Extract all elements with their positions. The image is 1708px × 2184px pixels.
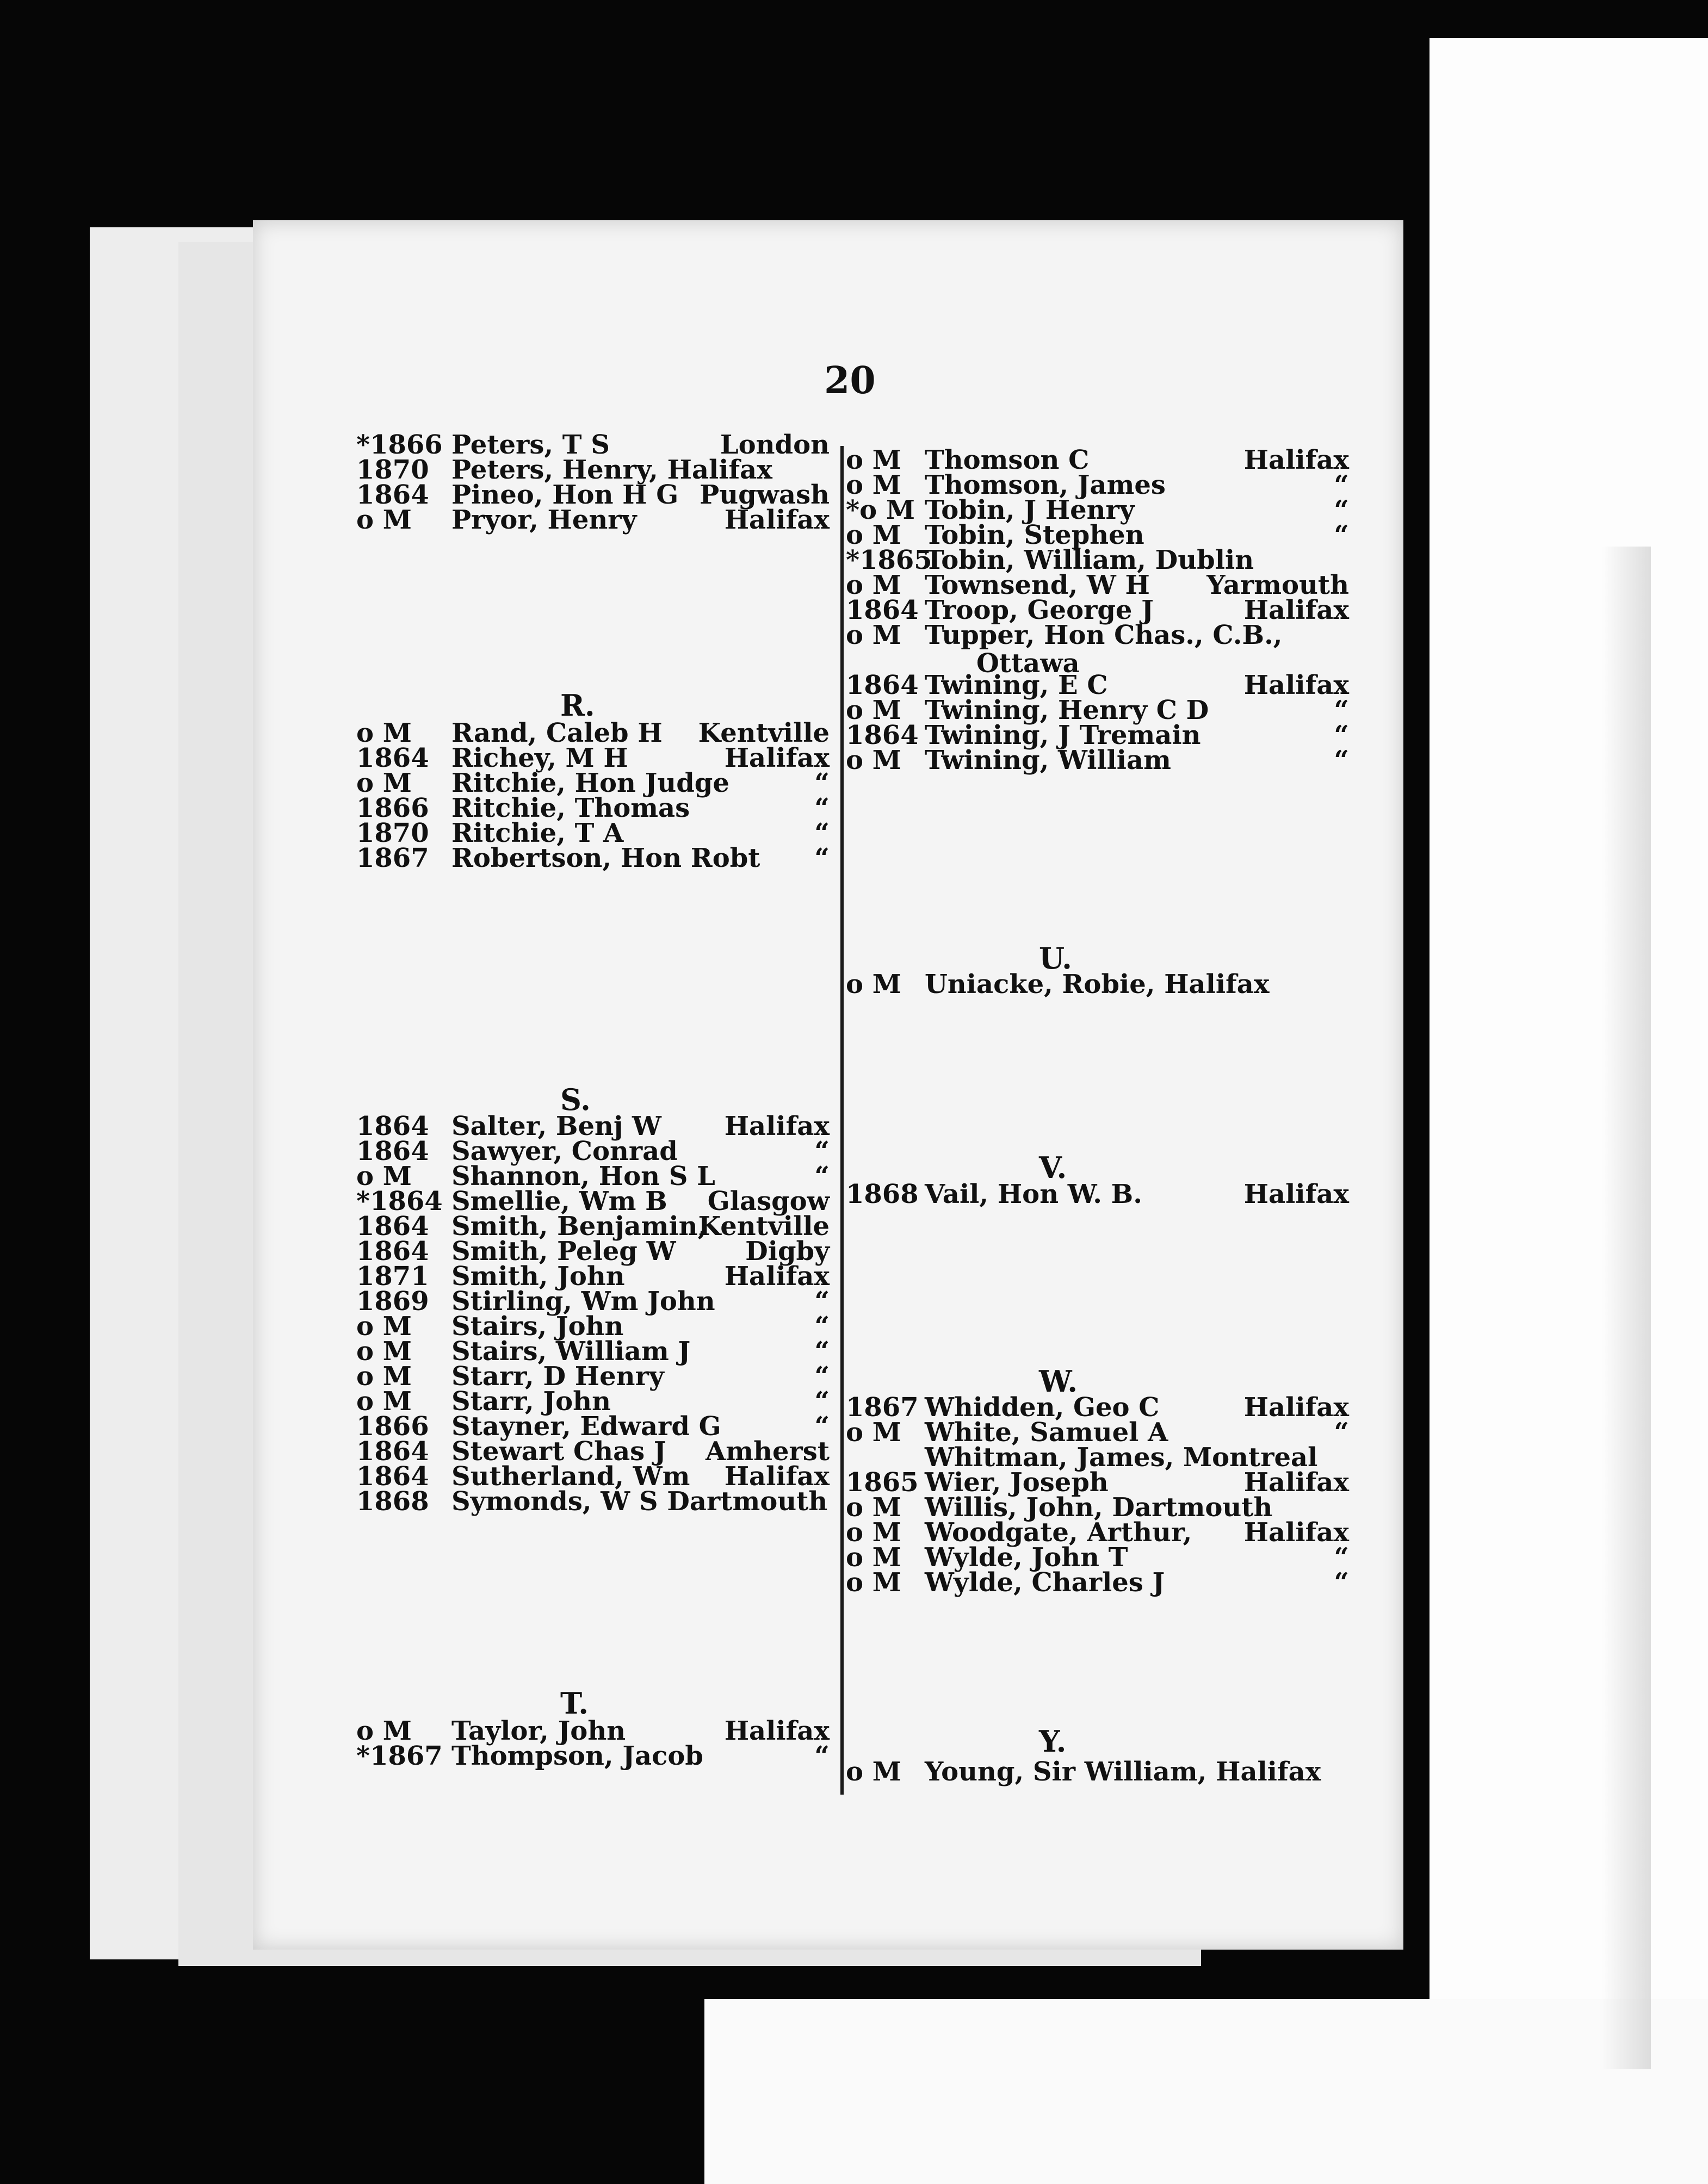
entry-name: Twining, J Tremain: [925, 720, 1201, 750]
entry-name: Peters, T S: [451, 430, 610, 460]
entry-place: “: [1334, 695, 1349, 725]
entry-year: o M: [846, 1567, 901, 1598]
entry-place: Halifax: [724, 1461, 830, 1492]
entry-year: 1864: [846, 720, 919, 750]
entry-name: Vail, Hon W. B.: [925, 1179, 1142, 1209]
entry-name: Thomson C: [925, 445, 1090, 475]
entry-name: Smellie, Wm B: [451, 1186, 667, 1217]
entry-name: Rand, Caleb H: [451, 718, 663, 748]
entry-year: o M: [846, 470, 901, 500]
entry-name: Twining, William: [925, 745, 1171, 775]
entry-year: *o M: [846, 495, 915, 525]
entry-name: Young, Sir William, Halifax: [925, 1757, 1321, 1787]
entry-place: Digby: [745, 1236, 830, 1267]
entry-name: Wylde, John T: [925, 1542, 1128, 1573]
page-edge-shadow: [1602, 547, 1651, 2069]
section-letter: T.: [560, 1686, 589, 1721]
entry-year: o M: [846, 1542, 901, 1573]
section-letter: Y.: [1039, 1724, 1067, 1759]
entry-year: o M: [846, 969, 901, 1000]
entry-year: 1866: [356, 1411, 429, 1442]
entry-name: Wier, Joseph: [925, 1467, 1109, 1498]
column-divider: [840, 446, 844, 1795]
entry-name: Whitman, James, Montreal: [925, 1442, 1318, 1473]
entry-name: Pineo, Hon H G: [451, 480, 679, 510]
entry-name: Ritchie, Hon Judge: [451, 768, 729, 798]
entry-year: 1865: [846, 1467, 919, 1498]
entry-name: Salter, Benj W: [451, 1111, 661, 1141]
entry-place: Halifax: [1243, 445, 1349, 475]
entry-year: o M: [356, 768, 412, 798]
entry-place: Amherst: [706, 1436, 830, 1467]
backing-sheet-right: [1429, 38, 1708, 2184]
entry-name: Peters, Henry, Halifax: [451, 455, 772, 485]
entry-name: Smith, Peleg W: [451, 1236, 676, 1267]
entry-name: Stayner, Edward G: [451, 1411, 721, 1442]
section-letter: R.: [560, 688, 595, 723]
entry-year: o M: [846, 1492, 901, 1523]
entry-place: “: [1334, 1542, 1349, 1573]
entry-year: *1866: [356, 430, 443, 460]
entry-place: Halifax: [1243, 670, 1349, 700]
entry-name: Sutherland, Wm: [451, 1461, 690, 1492]
entry-name: Uniacke, Robie, Halifax: [925, 969, 1270, 1000]
entry-name: Twining, Henry C D: [925, 695, 1209, 725]
backing-sheet-bottom: [704, 1999, 1708, 2184]
entry-year: o M: [846, 1517, 901, 1548]
entry-year: 1864: [356, 1461, 429, 1492]
entry-place: “: [814, 1286, 830, 1317]
entry-year: o M: [846, 745, 901, 775]
entry-name: Pryor, Henry: [451, 505, 637, 535]
entry-year: 1867: [356, 843, 429, 873]
entry-year: 1864: [356, 1436, 429, 1467]
entry-year: 1870: [356, 455, 429, 485]
entry-place: “: [814, 793, 830, 823]
entry-place: Pugwash: [700, 480, 830, 510]
entry-year: o M: [356, 718, 412, 748]
entry-year: o M: [846, 1757, 901, 1787]
entry-year: 1870: [356, 818, 429, 848]
entry-place: “: [814, 1741, 830, 1771]
entry-place: Halifax: [1243, 1392, 1349, 1423]
entry-name: Ritchie, Thomas: [451, 793, 690, 823]
entry-name: Tobin, J Henry: [925, 495, 1135, 525]
entry-place: “: [814, 1411, 830, 1442]
entry-year: o M: [356, 1386, 412, 1417]
entry-place: Halifax: [724, 1261, 830, 1292]
entry-name: Tupper, Hon Chas., C.B.,: [925, 620, 1283, 650]
entry-place: Halifax: [1243, 595, 1349, 625]
entry-name: Starr, John: [451, 1386, 611, 1417]
entry-place: “: [1334, 1417, 1349, 1448]
entry-name: Smith, John: [451, 1261, 625, 1292]
entry-name: Stewart Chas J: [451, 1436, 666, 1467]
entry-year: 1869: [356, 1286, 429, 1317]
entry-year: *1865: [846, 545, 932, 575]
entry-place: Halifax: [724, 743, 830, 773]
section-letter: W.: [1039, 1364, 1078, 1399]
entry-name: Richey, M H: [451, 743, 628, 773]
entry-year: o M: [846, 445, 901, 475]
entry-year: 1864: [356, 1136, 429, 1167]
entry-year: o M: [356, 1311, 412, 1342]
entry-year: o M: [846, 570, 901, 600]
entry-name: Woodgate, Arthur,: [925, 1517, 1192, 1548]
entry-place: “: [814, 818, 830, 848]
entry-place: Halifax: [1243, 1179, 1349, 1209]
entry-year: o M: [356, 1336, 412, 1367]
entry-name: Whidden, Geo C: [925, 1392, 1160, 1423]
section-letter: U.: [1039, 941, 1072, 976]
entry-place: Halifax: [724, 505, 830, 535]
entry-name: Tobin, Stephen: [925, 520, 1144, 550]
entry-name: Stirling, Wm John: [451, 1286, 715, 1317]
entry-name: Symonds, W S Dartmouth: [451, 1486, 828, 1517]
entry-place: “: [814, 1336, 830, 1367]
entry-place: Halifax: [1243, 1517, 1349, 1548]
entry-year: 1866: [356, 793, 429, 823]
entry-year: 1864: [356, 1236, 429, 1267]
entry-name: Willis, John, Dartmouth: [925, 1492, 1273, 1523]
entry-year: o M: [846, 1417, 901, 1448]
entry-place: London: [720, 430, 830, 460]
entry-year: o M: [356, 1716, 412, 1746]
entry-place: “: [814, 1161, 830, 1192]
entry-name: Smith, Benjamin,: [451, 1211, 707, 1242]
entry-place: “: [1334, 470, 1349, 500]
entry-place: “: [1334, 1567, 1349, 1598]
entry-year: o M: [356, 1361, 412, 1392]
entry-name: Taylor, John: [451, 1716, 626, 1746]
entry-name: Stairs, John: [451, 1311, 624, 1342]
entry-year: 1864: [846, 595, 919, 625]
entry-year: o M: [846, 620, 901, 650]
entry-place: Glasgow: [707, 1186, 830, 1217]
entry-year: 1868: [846, 1179, 919, 1209]
entry-name: Stairs, William J: [451, 1336, 691, 1367]
entry-place: “: [814, 1311, 830, 1342]
entry-place: Kentville: [698, 718, 830, 748]
entry-year: o M: [846, 695, 901, 725]
entry-year: o M: [356, 505, 412, 535]
entry-place: Halifax: [724, 1716, 830, 1746]
entry-place: Kentville: [698, 1211, 830, 1242]
entry-year: 1864: [356, 1211, 429, 1242]
entry-place: Yarmouth: [1206, 570, 1349, 600]
entry-year: 1864: [356, 480, 429, 510]
entry-year: 1864: [846, 670, 919, 700]
entry-name: Sawyer, Conrad: [451, 1136, 678, 1167]
entry-year: o M: [356, 1161, 412, 1192]
section-letter: V.: [1039, 1150, 1067, 1185]
entry-name: Ritchie, T A: [451, 818, 624, 848]
entry-name: Robertson, Hon Robt: [451, 843, 760, 873]
entry-place: “: [1334, 720, 1349, 750]
entry-place: “: [814, 768, 830, 798]
entry-place: “: [1334, 745, 1349, 775]
entry-name: Starr, D Henry: [451, 1361, 664, 1392]
entry-name: Wylde, Charles J: [925, 1567, 1165, 1598]
page-number: 20: [824, 359, 876, 402]
entry-year: 1864: [356, 1111, 429, 1141]
entry-year: 1871: [356, 1261, 429, 1292]
entry-place: “: [1334, 495, 1349, 525]
entry-year: 1864: [356, 743, 429, 773]
entry-name: Townsend, W H: [925, 570, 1150, 600]
entry-year: 1868: [356, 1486, 429, 1517]
entry-year: 1867: [846, 1392, 919, 1423]
entry-place: “: [814, 843, 830, 873]
section-letter: S.: [560, 1082, 591, 1117]
entry-year: o M: [846, 520, 901, 550]
entry-place: “: [814, 1386, 830, 1417]
entry-place: “: [1334, 520, 1349, 550]
entry-place: “: [814, 1361, 830, 1392]
entry-name: Thomson, James: [925, 470, 1166, 500]
entry-continuation: Ottawa: [976, 648, 1080, 679]
entry-place: Halifax: [724, 1111, 830, 1141]
entry-name: White, Samuel A: [925, 1417, 1168, 1448]
entry-name: Shannon, Hon S L: [451, 1161, 715, 1192]
entry-place: Halifax: [1243, 1467, 1349, 1498]
entry-name: Tobin, William, Dublin: [925, 545, 1254, 575]
entry-name: Twining, E C: [925, 670, 1108, 700]
entry-name: Troop, George J: [925, 595, 1154, 625]
entry-name: Thompson, Jacob: [451, 1741, 703, 1771]
entry-year: *1867: [356, 1741, 443, 1771]
entry-place: “: [814, 1136, 830, 1167]
entry-year: *1864: [356, 1186, 443, 1217]
